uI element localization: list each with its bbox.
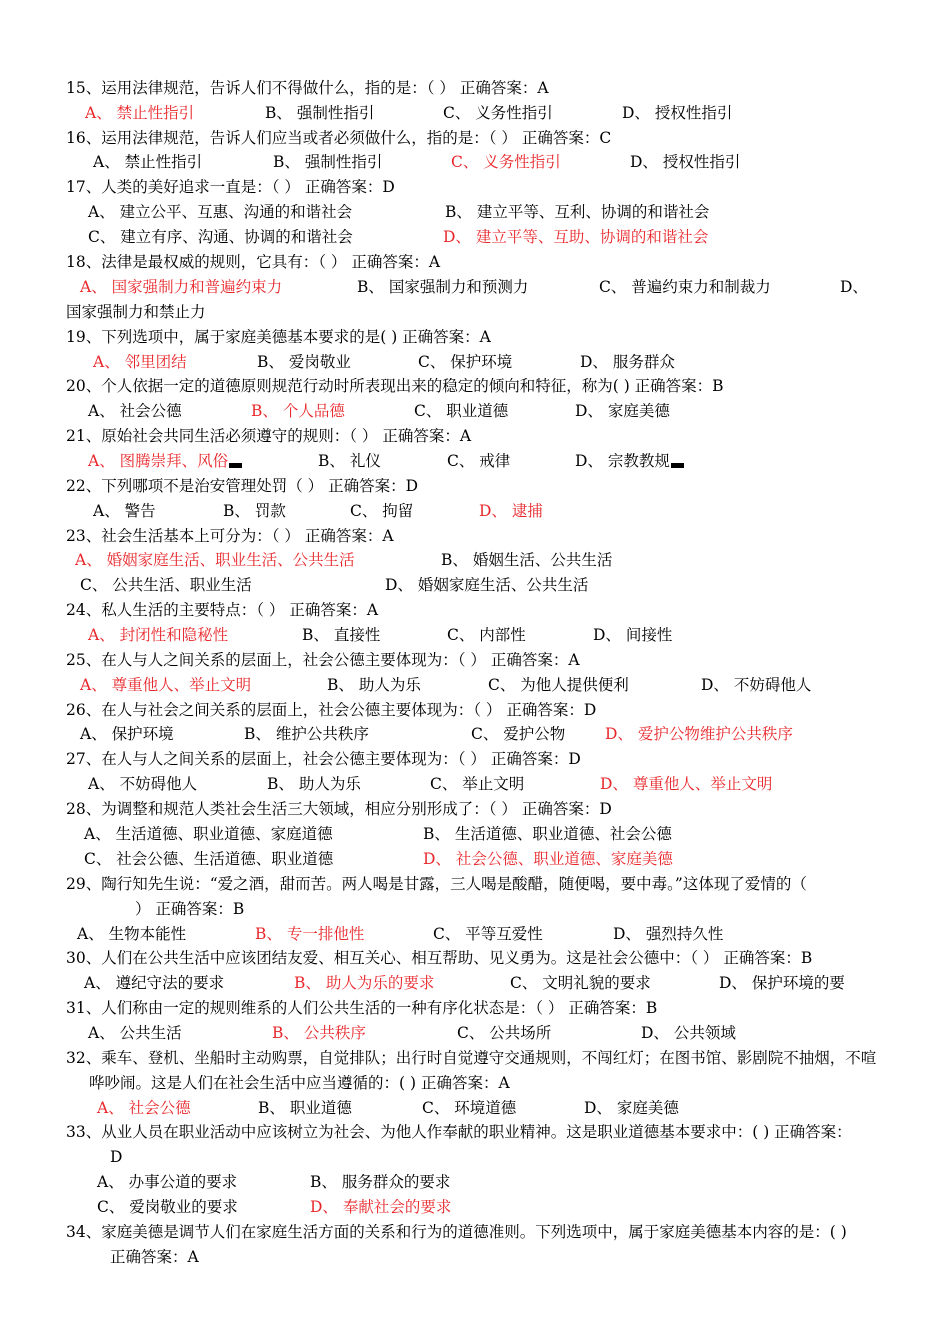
text-line xyxy=(0,1120,950,1145)
answer-option-correct: B、 专一排他性 xyxy=(255,925,365,943)
answer-option-correct: A、 图腾崇拜、风俗 xyxy=(88,449,242,474)
answer-option-correct: D、 社会公德、职业道德、家庭美德 xyxy=(423,850,673,868)
text-line xyxy=(0,300,950,325)
text-segment: D、 强烈持久性 xyxy=(613,925,724,943)
text-segment: B、 维护公共秩序 xyxy=(244,725,369,743)
text-line xyxy=(0,673,950,698)
text-segment: C、 戒律 xyxy=(447,452,511,470)
text-segment: 34、家庭美德是调节人们在家庭生活方面的关系和行为的道德准则。下列选项中，属于家庭美德基本内容的是：( ) xyxy=(66,1223,847,1241)
text-segment: A、 不妨碍他人 xyxy=(88,775,198,793)
text-line xyxy=(0,822,950,847)
text-segment: D、 不妨碍他人 xyxy=(701,676,812,694)
text-segment: D、 家庭美德 xyxy=(584,1099,679,1117)
text-segment: C、 社会公德、生活道德、职业道德 xyxy=(84,850,334,868)
text-segment: 31、人们称由一定的规则维系的人们公共生活的一种有序化状态是：（ ） 正确答案：B xyxy=(66,999,658,1017)
text-line xyxy=(0,623,950,648)
text-line xyxy=(0,225,950,250)
text-line xyxy=(0,971,950,996)
text-line xyxy=(0,722,950,747)
text-segment: D、 授权性指引 xyxy=(630,153,741,171)
text-segment: 32、乘车、登机、坐船时主动购票，自觉排队；出行时自觉遵守交通规则，不闯红灯；在图书馆、影剧院不抽烟，不喧 xyxy=(66,1049,877,1067)
text-segment: 国家强制力和禁止力 xyxy=(66,303,206,321)
text-segment: A、 生物本能性 xyxy=(77,925,187,943)
text-segment: C、 为他人提供便利 xyxy=(488,676,629,694)
text-segment: B、 助人为乐 xyxy=(267,775,361,793)
text-segment: B、 建立平等、互利、协调的和谐社会 xyxy=(445,203,710,221)
text-segment: 21、原始社会共同生活必须遵守的规则：（ ） 正确答案：A xyxy=(66,427,472,445)
text-line xyxy=(0,648,950,673)
text-segment: B、 爱岗敬业 xyxy=(257,353,351,371)
text-segment: D xyxy=(110,1148,123,1166)
text-segment: D、 服务群众 xyxy=(580,353,675,371)
text-segment: 16、运用法律规范，告诉人们应当或者必须做什么，指的是：（ ） 正确答案：C xyxy=(66,129,612,147)
text-segment: C、 保护环境 xyxy=(418,353,513,371)
text-segment: 26、在人与社会之间关系的层面上，社会公德主要体现为：（ ） 正确答案：D xyxy=(66,701,597,719)
answer-option-correct: A、 社会公德 xyxy=(97,1099,191,1117)
text-segment: A、 禁止性指引 xyxy=(93,153,203,171)
text-line xyxy=(0,524,950,549)
text-segment: 15、运用法律规范，告诉人们不得做什么，指的是：（ ） 正确答案：A xyxy=(66,79,549,97)
text-segment: 25、在人与人之间关系的层面上，社会公德主要体现为：（ ） 正确答案：A xyxy=(66,651,580,669)
text-segment: 哗吵闹。这是人们在社会生活中应当遵循的：( ) 正确答案：A xyxy=(89,1074,510,1092)
text-line xyxy=(0,250,950,275)
text-segment: C、 职业道德 xyxy=(414,402,509,420)
text-segment: 24、私人生活的主要特点：（ ） 正确答案：A xyxy=(66,601,379,619)
text-segment: C、 普遍约束力和制裁力 xyxy=(599,278,771,296)
text-line xyxy=(0,499,950,524)
text-line xyxy=(0,872,950,897)
answer-option-correct: A、 尊重他人、举止文明 xyxy=(80,676,252,694)
answer-option-correct: D、 奉献社会的要求 xyxy=(310,1198,452,1216)
text-line xyxy=(0,350,950,375)
text-segment: B、 礼仪 xyxy=(318,452,381,470)
text-segment: 30、人们在公共生活中应该团结友爱、相互关心、相互帮助、见义勇为。这是社会公德中：（ ） 正确答案：B xyxy=(66,949,813,967)
text-line xyxy=(0,1071,950,1096)
text-line xyxy=(0,897,950,922)
text-segment: B、 强制性指引 xyxy=(273,153,383,171)
text-line xyxy=(0,1195,950,1220)
text-segment: 23、社会生活基本上可分为：（ ） 正确答案：A xyxy=(66,527,394,545)
text-segment: A、 公共生活 xyxy=(88,1024,182,1042)
text-line xyxy=(0,325,950,350)
answer-option-correct: B、 公共秩序 xyxy=(272,1024,366,1042)
text-segment: C、 环境道德 xyxy=(422,1099,517,1117)
text-segment: D、 公共领域 xyxy=(641,1024,736,1042)
text-segment: C、 爱岗敬业的要求 xyxy=(97,1198,238,1216)
text-segment: C、 义务性指引 xyxy=(443,104,553,122)
layout-mark-icon xyxy=(229,463,242,468)
text-segment: B、 助人为乐 xyxy=(327,676,421,694)
text-segment: C、 举止文明 xyxy=(430,775,525,793)
layout-mark-icon xyxy=(671,463,684,468)
text-segment: B、 直接性 xyxy=(302,626,381,644)
text-line xyxy=(0,1021,950,1046)
text-line xyxy=(0,200,950,225)
text-segment: B、 服务群众的要求 xyxy=(310,1173,451,1191)
text-segment: B、 罚款 xyxy=(223,502,286,520)
text-segment: A、 办事公道的要求 xyxy=(97,1173,238,1191)
text-line xyxy=(0,772,950,797)
text-line xyxy=(0,1046,950,1071)
text-line xyxy=(0,374,950,399)
text-segment: A、 遵纪守法的要求 xyxy=(84,974,225,992)
text-segment: 33、从业人员在职业活动中应该树立为社会、为他人作奉献的职业精神。这是职业道德基本要求中：( ) 正确答案： xyxy=(66,1123,852,1141)
text-segment: D、 婚姻家庭生活、公共生活 xyxy=(385,576,589,594)
text-line xyxy=(0,747,950,772)
text-line xyxy=(0,1145,950,1170)
text-segment: D、 家庭美德 xyxy=(575,402,670,420)
text-line xyxy=(0,598,950,623)
text-line xyxy=(0,150,950,175)
text-segment: C、 内部性 xyxy=(447,626,526,644)
text-line xyxy=(0,1245,950,1270)
answer-option-correct: A、 邻里团结 xyxy=(93,353,187,371)
text-line xyxy=(0,275,950,300)
text-segment: D、 授权性指引 xyxy=(622,104,733,122)
text-line xyxy=(0,126,950,151)
text-segment: B、 生活道德、职业道德、社会公德 xyxy=(423,825,672,843)
text-segment: 28、为调整和规范人类社会生活三大领域，相应分别形成了：（ ） 正确答案：D xyxy=(66,800,612,818)
text-line xyxy=(0,698,950,723)
text-line xyxy=(0,474,950,499)
text-segment: D、 宗教教规 xyxy=(575,449,684,474)
text-line xyxy=(0,922,950,947)
text-segment: C、 公共场所 xyxy=(457,1024,552,1042)
answer-option-correct: D、 建立平等、互助、协调的和谐社会 xyxy=(443,228,709,246)
text-line xyxy=(0,101,950,126)
text-segment: A、 社会公德 xyxy=(88,402,182,420)
text-segment: B、 强制性指引 xyxy=(265,104,375,122)
text-segment: A、 生活道德、职业道德、家庭道德 xyxy=(84,825,333,843)
text-line xyxy=(0,1096,950,1121)
text-segment: D、 间接性 xyxy=(593,626,673,644)
text-segment: C、 文明礼貌的要求 xyxy=(510,974,651,992)
text-line xyxy=(0,76,950,101)
text-segment: D、 保护环境的要 xyxy=(719,974,845,992)
text-segment: 18、法律是最权威的规则，它具有：（ ） 正确答案：A xyxy=(66,253,441,271)
answer-option-correct: D、 爱护公物维护公共秩序 xyxy=(605,725,793,743)
text-line xyxy=(0,548,950,573)
text-segment: 20、个人依据一定的道德原则规范行动时所表现出来的稳定的倾向和特征，称为( ) 正确答案：B xyxy=(66,377,724,395)
text-line xyxy=(0,847,950,872)
text-segment: 29、陶行知先生说：“爱之酒，甜而苦。两人喝是甘露，三人喝是酸醋，随便喝，要中毒。”这体现了爱情的（ xyxy=(66,875,807,893)
text-segment: 19、下列选项中，属于家庭美德基本要求的是( ) 正确答案：A xyxy=(66,328,491,346)
text-segment: B、 职业道德 xyxy=(258,1099,352,1117)
text-segment: C、 拘留 xyxy=(350,502,414,520)
text-segment: 17、人类的美好追求一直是：（ ） 正确答案：D xyxy=(66,178,395,196)
text-line xyxy=(0,449,950,474)
answer-option-correct: B、 助人为乐的要求 xyxy=(294,974,435,992)
text-segment: A、 保护环境 xyxy=(80,725,174,743)
text-segment: C、 平等互爱性 xyxy=(433,925,543,943)
text-line xyxy=(0,573,950,598)
text-segment: 27、在人与人之间关系的层面上，社会公德主要体现为：（ ） 正确答案：D xyxy=(66,750,581,768)
answer-option-correct: A、 国家强制力和普遍约束力 xyxy=(80,278,283,296)
text-segment: A、 警告 xyxy=(93,502,156,520)
text-line xyxy=(0,175,950,200)
text-line xyxy=(0,996,950,1021)
text-segment: 22、下列哪项不是治安管理处罚（ ） 正确答案：D xyxy=(66,477,419,495)
text-line xyxy=(0,946,950,971)
answer-option-correct: A、 禁止性指引 xyxy=(85,104,195,122)
answer-option-correct: A、 婚姻家庭生活、职业生活、公共生活 xyxy=(75,551,355,569)
answer-option-correct: B、 个人品德 xyxy=(251,402,345,420)
answer-option-correct: A、 封闭性和隐秘性 xyxy=(88,626,229,644)
text-line xyxy=(0,797,950,822)
answer-option-correct: C、 义务性指引 xyxy=(451,153,561,171)
text-segment: B、 婚姻生活、公共生活 xyxy=(441,551,613,569)
text-line xyxy=(0,1220,950,1245)
text-segment: D、 xyxy=(840,278,868,296)
answer-option-correct: D、 逮捕 xyxy=(479,502,543,520)
text-segment: C、 爱护公物 xyxy=(471,725,566,743)
text-line xyxy=(0,1170,950,1195)
text-segment: ） 正确答案：B xyxy=(135,900,245,918)
text-line xyxy=(0,424,950,449)
answer-option-correct: D、 尊重他人、举止文明 xyxy=(600,775,773,793)
text-segment: A、 建立公平、互惠、沟通的和谐社会 xyxy=(88,203,353,221)
text-line xyxy=(0,399,950,424)
text-segment: B、 国家强制力和预测力 xyxy=(357,278,529,296)
text-segment: 正确答案：A xyxy=(110,1248,199,1266)
text-segment: C、 公共生活、职业生活 xyxy=(80,576,252,594)
text-segment: C、 建立有序、沟通、协调的和谐社会 xyxy=(88,228,353,246)
